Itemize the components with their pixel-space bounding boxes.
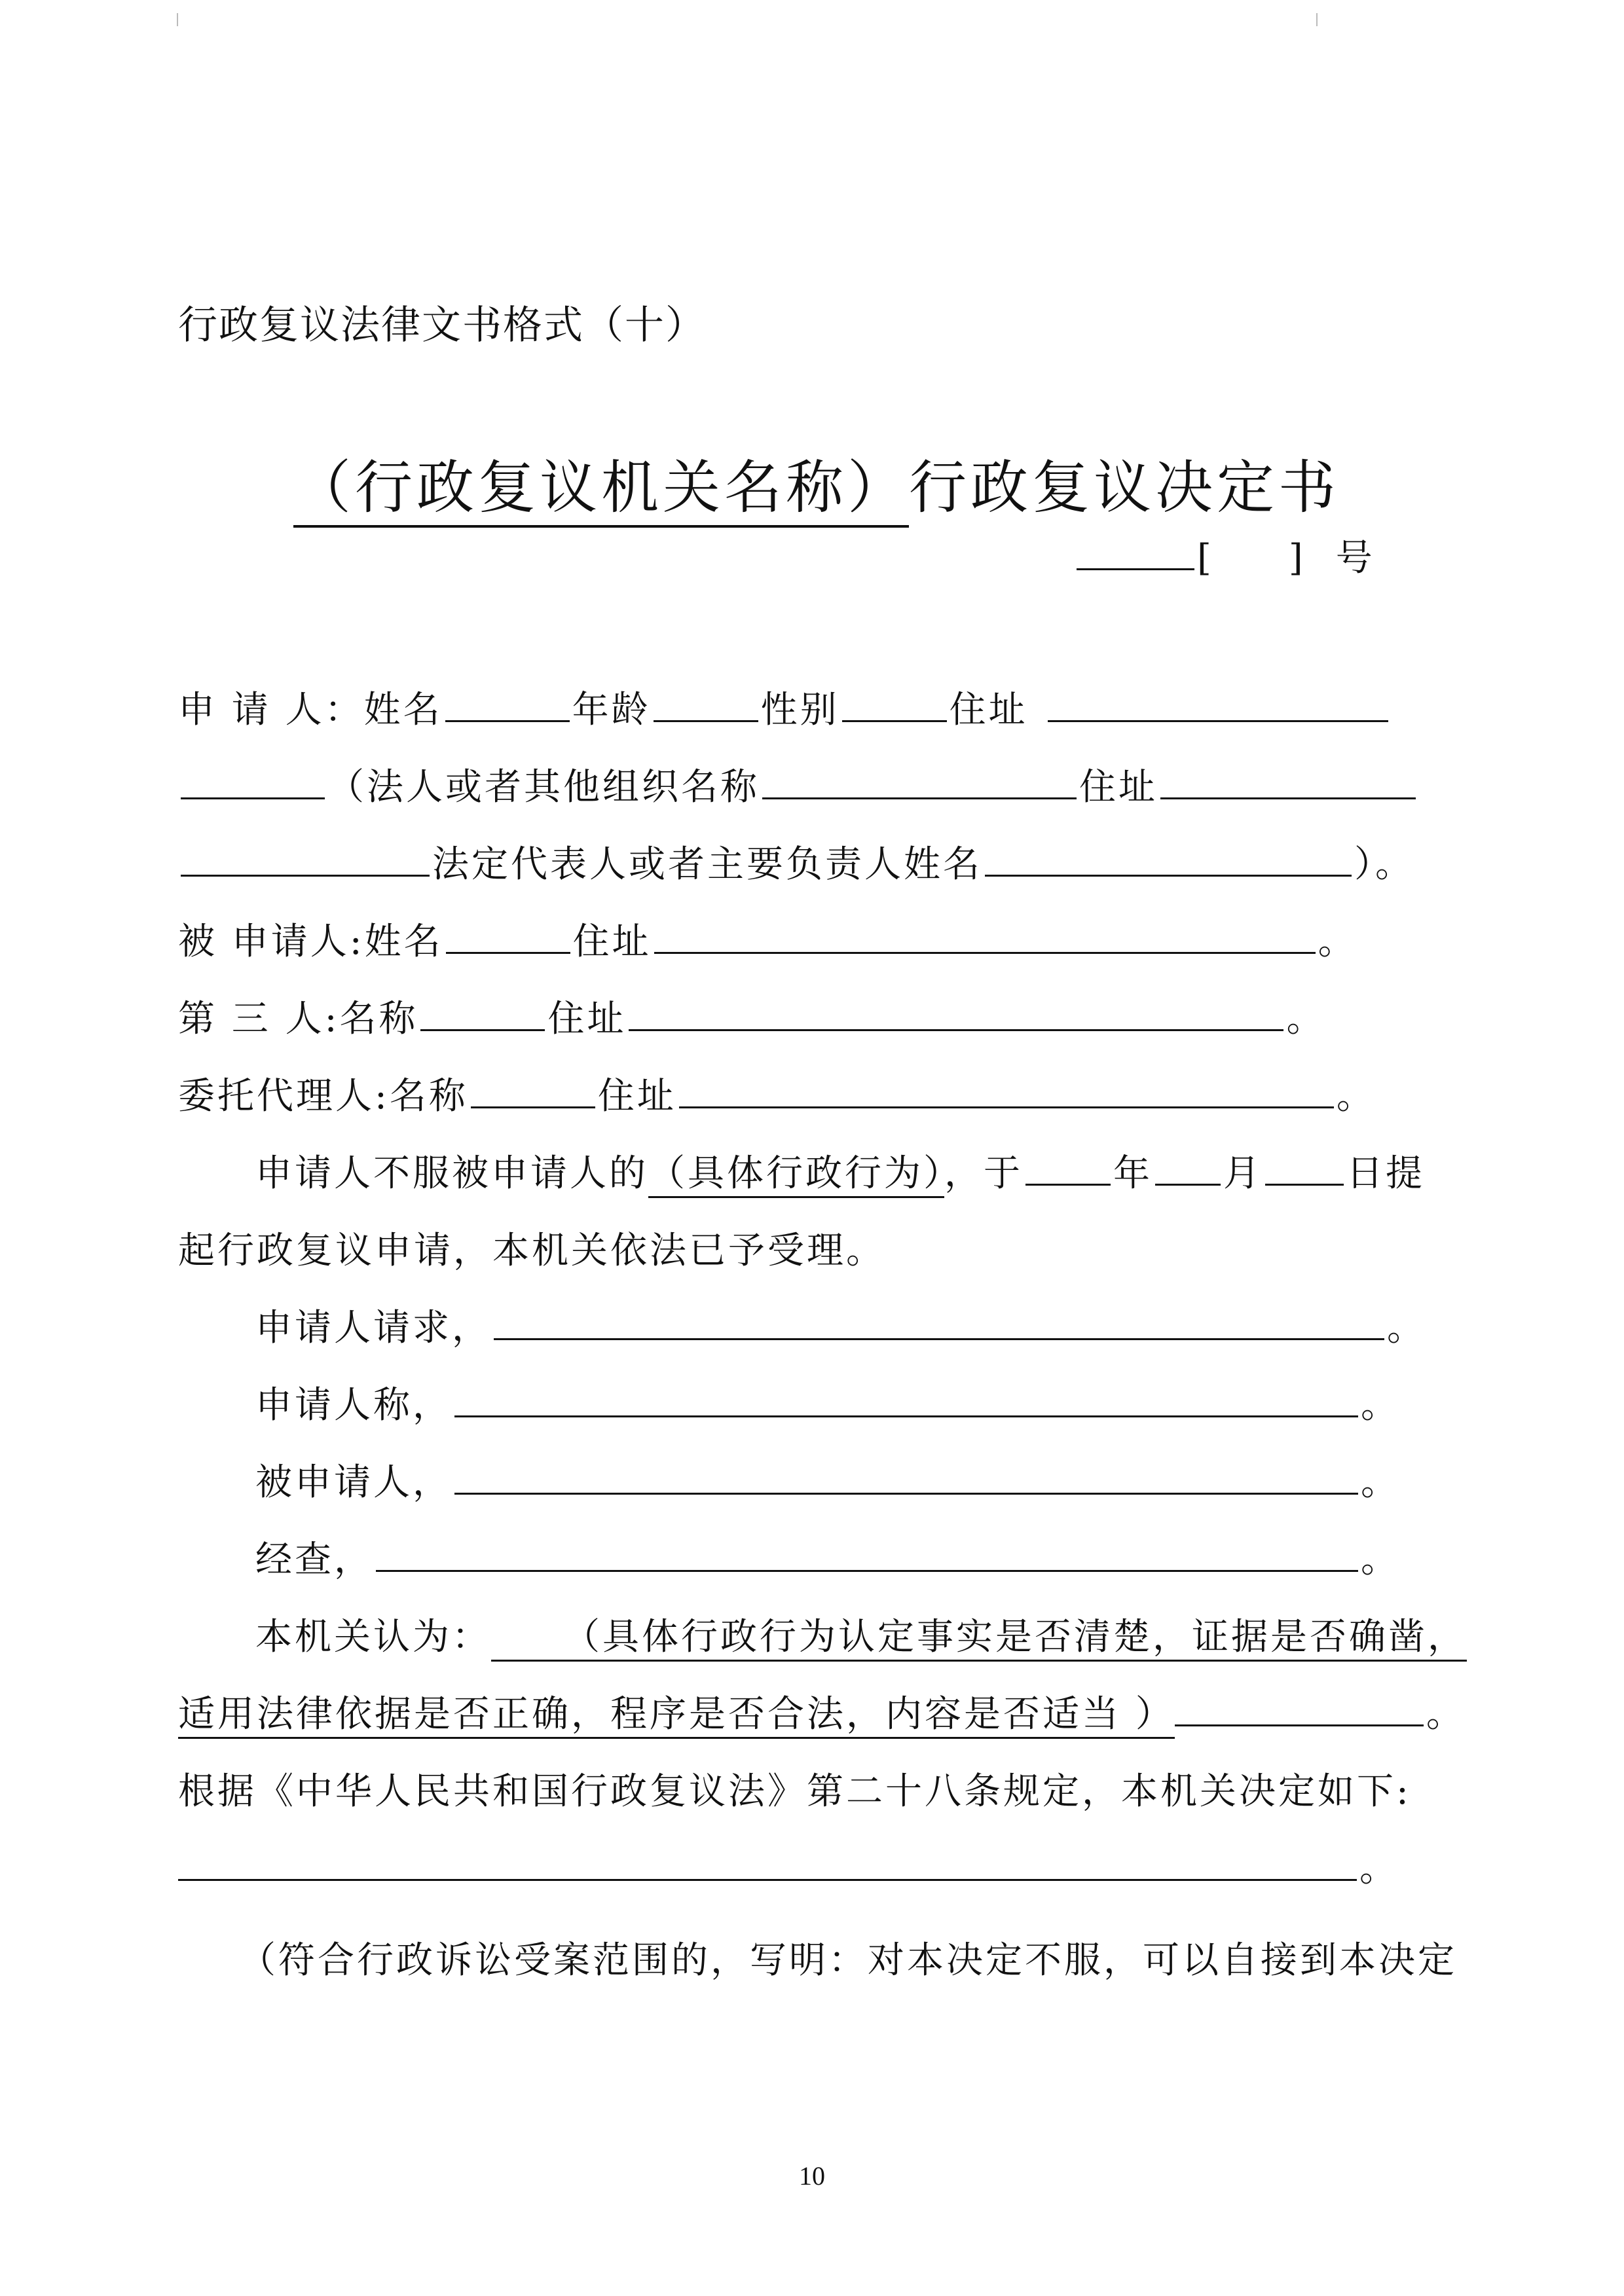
paragraph-1-line-2: 起行政复议申请，本机关依法已予受理。 <box>178 1230 885 1272</box>
agency-name-placeholder: （行政复议机关名称） <box>293 454 909 528</box>
gender-label: 性别 <box>760 689 840 731</box>
scan-mark <box>177 13 178 26</box>
opinion-line-1 <box>255 1614 1467 1660</box>
day-label: 日提 <box>1346 1152 1425 1195</box>
respondent-address-label: 住址 <box>572 920 652 963</box>
document-title <box>293 452 1340 524</box>
month-label: 月 <box>1223 1152 1263 1195</box>
bracket-open: [ <box>1197 537 1211 579</box>
hao-label: 号 <box>1335 537 1373 579</box>
opinion-text-2: 适用法律依据是否正确，程序是否合法，内容是否适当 ） <box>178 1693 1175 1739</box>
respondent-label: 被 申请人: <box>178 920 365 963</box>
agent-address-field[interactable] <box>679 1074 1334 1108</box>
applicant-address-field[interactable] <box>1048 687 1388 722</box>
respondent-line <box>178 919 1357 965</box>
applicant-line-2 <box>178 765 1418 811</box>
address-label: 住址 <box>949 689 1028 731</box>
applicant-statement-field[interactable] <box>454 1383 1358 1417</box>
day-field[interactable] <box>1265 1151 1344 1186</box>
opinion-label: 本机关认为： <box>255 1616 491 1658</box>
legal-basis-line: 根据《中华人民共和国行政复议法》第二十八条规定，本机关决定如下: <box>178 1770 1411 1813</box>
applicant-name-field[interactable] <box>445 687 570 722</box>
applicant-request-field[interactable] <box>494 1305 1384 1340</box>
form-format-heading: 行政复议法律文书格式（十） <box>178 302 706 348</box>
decision-field[interactable] <box>178 1846 1357 1881</box>
respondent-name-field[interactable] <box>446 919 570 954</box>
paragraph-1-line-1 <box>255 1151 1425 1197</box>
statement-label: 申请人称， <box>255 1384 452 1427</box>
org-name-label: （法人或者其他组织名称 <box>327 766 760 809</box>
third-party-address-field[interactable] <box>629 996 1283 1031</box>
line-end: 。 <box>1361 1384 1400 1427</box>
respondent-statement-field[interactable] <box>454 1460 1358 1495</box>
title-suffix: 行政复议决定书 <box>909 454 1340 521</box>
year-label: 年 <box>1113 1152 1153 1195</box>
agent-address-label: 住址 <box>597 1075 676 1118</box>
findings-field[interactable] <box>376 1537 1358 1572</box>
applicant-line-3 <box>178 842 1414 888</box>
org-address-field[interactable] <box>1160 765 1416 799</box>
specific-act-placeholder: （具体行政行为） <box>648 1152 944 1198</box>
org-address-label: 住址 <box>1079 766 1158 809</box>
line-end: 。 <box>1336 1075 1376 1118</box>
findings-label: 经查， <box>255 1539 373 1581</box>
decision-line <box>178 1846 1399 1892</box>
applicant-line-1 <box>178 687 1391 733</box>
legal-rep-field[interactable] <box>985 842 1352 877</box>
applicant-gender-field[interactable] <box>842 687 947 722</box>
year-blank[interactable] <box>1214 538 1286 570</box>
bracket-close: ] <box>1288 537 1303 579</box>
agent-line <box>178 1074 1376 1120</box>
line-end: 。 <box>1387 1307 1426 1349</box>
agent-label: 委托代理人: <box>178 1075 390 1118</box>
line-end: 。 <box>1361 1539 1400 1581</box>
note-line: （符合行政诉讼受案范围的，写明：对本决定不服，可以自接到本决定 <box>239 1939 1457 1982</box>
line-end: 。 <box>1426 1693 1466 1736</box>
document-number <box>1074 536 1373 581</box>
respondent-statement-line <box>255 1460 1400 1506</box>
name-label: 姓名 <box>363 689 443 731</box>
third-party-address-label: 住址 <box>547 998 627 1040</box>
applicant-address-cont-field[interactable] <box>181 765 325 799</box>
applicant-request-line <box>255 1305 1426 1351</box>
opinion-line-2 <box>178 1692 1466 1738</box>
respondent-name-label: 姓名 <box>364 920 443 963</box>
line-end: 。 <box>1286 998 1326 1040</box>
third-party-name-field[interactable] <box>420 996 545 1031</box>
year-field[interactable] <box>1025 1151 1111 1186</box>
applicant-age-field[interactable] <box>654 687 758 722</box>
respondent-address-field[interactable] <box>654 919 1316 954</box>
month-field[interactable] <box>1155 1151 1221 1186</box>
org-close: ）。 <box>1354 843 1414 886</box>
opinion-field[interactable] <box>1175 1692 1424 1726</box>
line-end: 。 <box>1361 1461 1400 1504</box>
third-party-line <box>178 996 1325 1042</box>
third-party-label: 第 三 人: <box>178 998 340 1040</box>
scan-mark <box>1316 13 1318 26</box>
applicant-label: 申 请 人： <box>178 689 364 731</box>
third-party-name-label: 名称 <box>339 998 418 1040</box>
para1-text: 申请人不服被申请人的 <box>255 1152 648 1195</box>
age-label: 年龄 <box>572 689 651 731</box>
org-address-cont-field[interactable] <box>181 842 430 877</box>
line-end: 。 <box>1318 920 1357 963</box>
page-number: 10 <box>799 2161 825 2191</box>
opinion-text-1: （具体行政行为认定事实是否清楚，证据是否确凿， <box>491 1616 1467 1662</box>
agent-name-field[interactable] <box>471 1074 595 1108</box>
line-end: 。 <box>1359 1848 1399 1890</box>
number-blank[interactable] <box>1077 536 1194 570</box>
agent-name-label: 名称 <box>389 1075 468 1118</box>
org-name-field[interactable] <box>762 765 1077 799</box>
request-label: 申请人请求， <box>255 1307 491 1349</box>
respondent-statement-label: 被申请人， <box>255 1461 452 1504</box>
findings-line <box>255 1537 1400 1583</box>
applicant-statement-line <box>255 1383 1400 1429</box>
para1-text-yu: ，于 <box>944 1152 1023 1195</box>
legal-rep-label: 法定代表人或者主要负责人姓名 <box>432 843 982 886</box>
